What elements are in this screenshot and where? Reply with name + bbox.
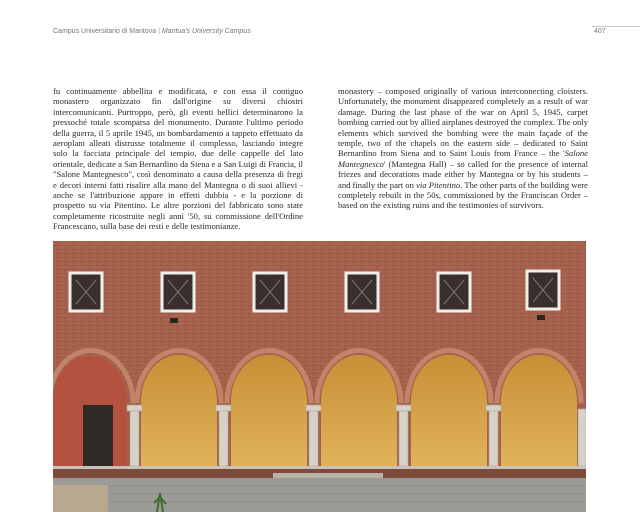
header-rule xyxy=(592,26,640,27)
wall-lamp-icon xyxy=(537,315,545,320)
column xyxy=(578,409,586,466)
wall-lamp-icon xyxy=(170,318,178,323)
stone-planter xyxy=(53,485,108,512)
italian-column xyxy=(53,86,303,232)
cloister-photograph xyxy=(53,241,586,512)
english-text-part-1: monastery – composed originally of various interconnecting cloisters. Unfortunately, the monument disappeared completely as a result of war damage. During the last phase of the war on April 5, 1945, carpet bombing carried out by allied airplanes destroyed the complex. The only elements which survived the bombing were the main façade of the temple, two of the chapels on the eastern side – dedicated to Saint Bernardino from Siena and to Saint Louis from France – the ' xyxy=(338,86,588,159)
salone-mantegnesco-italic: Salone Mantegnesco xyxy=(338,148,588,169)
column xyxy=(309,409,318,466)
english-column xyxy=(338,86,588,211)
column xyxy=(219,409,228,466)
english-text-part-2: ' (Mantegna Hall) – so called for the presence of internal friezes and decorations made either by Mantegna or by his students – and finally the part on xyxy=(338,158,588,190)
door xyxy=(83,405,113,466)
via-pitentino-italic: via Pitentino xyxy=(416,179,461,190)
page-number: 407 xyxy=(594,28,606,35)
title-separator: | xyxy=(158,28,160,35)
running-header xyxy=(53,28,613,40)
english-text-part-3: . The other parts of the building were completely rebuilt in the 50s, commissioned by the Franciscan Order – based on the existing ruins and the testimonies of survivors. xyxy=(338,179,588,211)
english-paragraph xyxy=(338,86,588,211)
italian-paragraph: fu continuamente abbellita e modificata, e con essa il contiguo monastero organizzato fin dall'origine su diversi chiostri intercomunicanti. Purtroppo, però, gli eventi bellici determinarono la pressoché totale scomparsa del monumento. Durante l'ultimo periodo della guerra, il 5 aprile 1945, un bombardamento a tappeto effettuato da aeroplani alleati distrusse totalmente il complesso, lasciando integre solo la facciata principale del tempio, due delle cappelle del lato orientale, dedicate a San Bernardino da Siena e a San Luigi di Francia, il "Salone Mantegnesco", così denominato a causa della presenza di fregi e decori interni fatti risalire alla mano del Mantegna o di suoi allievi - anche se l'attribuzione appare in effetti dubbia - e la porzione di prospetto su via Pitentino. Le altre porzioni del fabbricato sono state completamente ricostruite negli anni '50, su commissione dell'Ordine Francescano, sulla base dei resti e delle testimonianze. xyxy=(53,86,303,232)
column xyxy=(489,409,498,466)
cloister-arcade-illustration xyxy=(53,241,586,512)
running-title-italian: Campus Universitario di Mantova xyxy=(53,28,157,35)
running-title-english: Mantua's University Campus xyxy=(161,28,251,35)
cobblestone-pavement xyxy=(53,478,586,512)
column xyxy=(399,409,408,466)
column xyxy=(130,409,139,466)
